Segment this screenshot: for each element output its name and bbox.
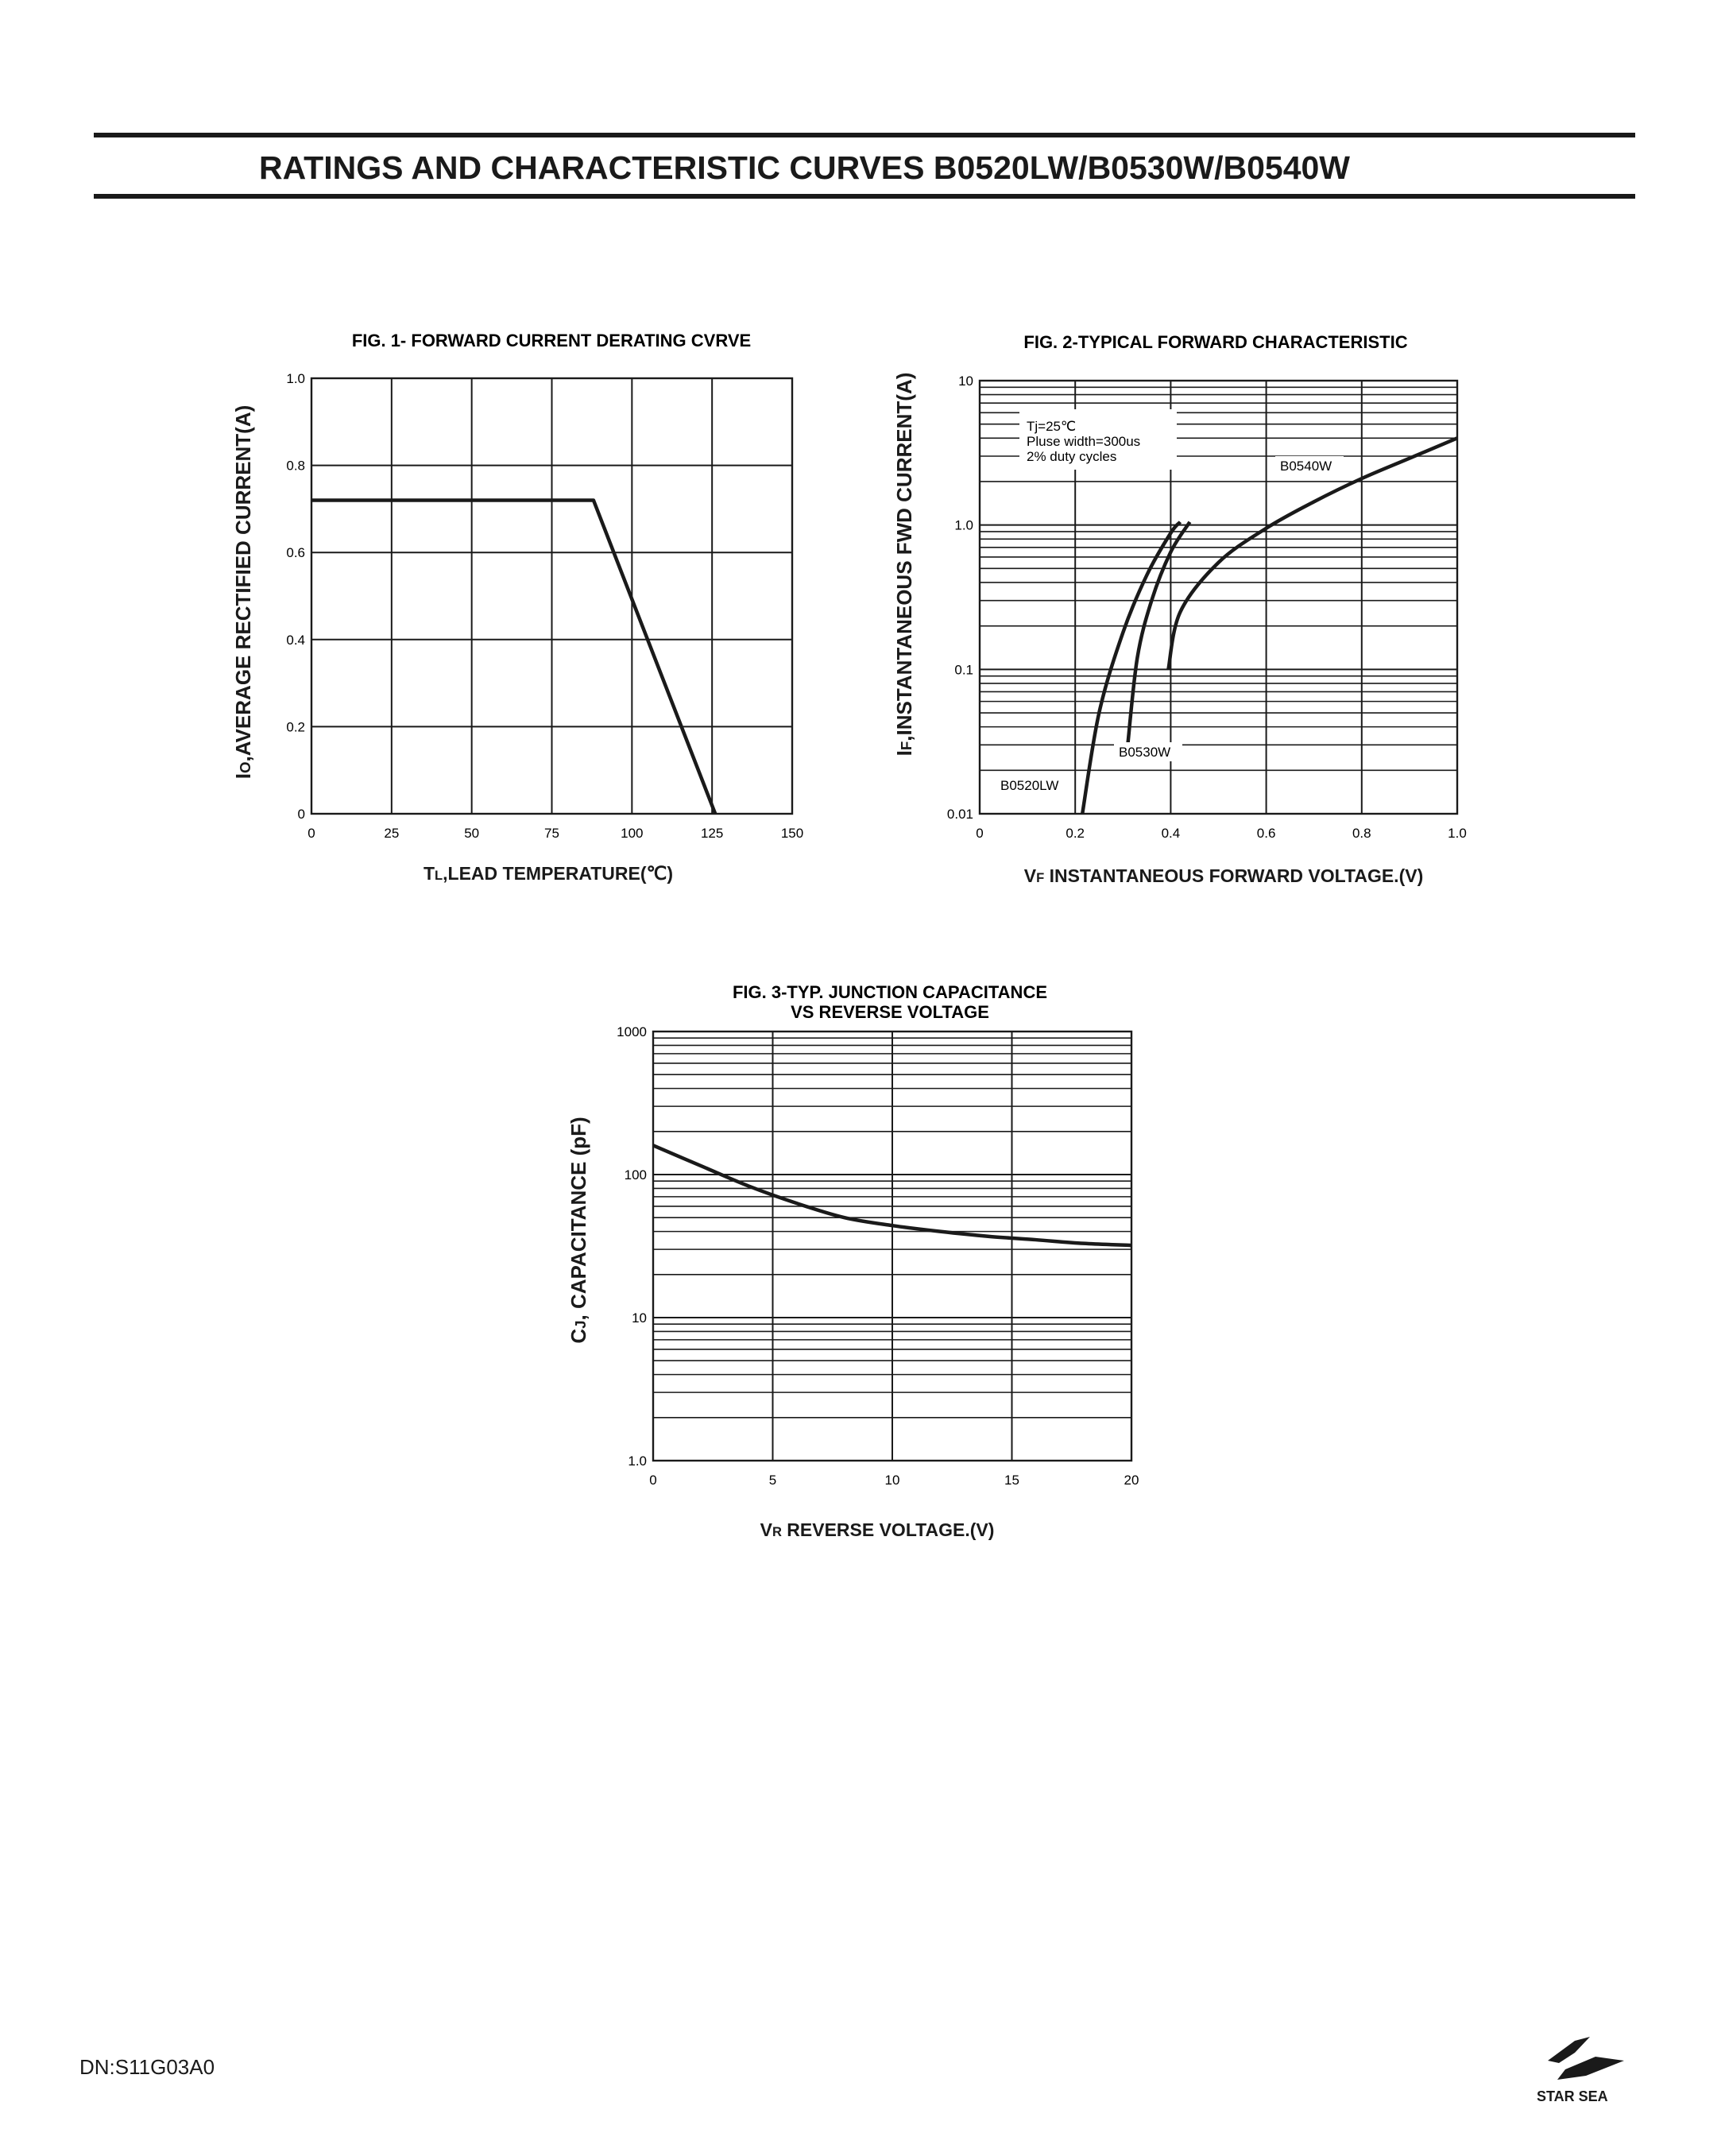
- star-sea-logo-upper-swoosh: [1548, 2037, 1590, 2063]
- x-tick-label: 0: [976, 826, 984, 841]
- document-number: DN:S11G03A0: [79, 2055, 215, 2079]
- x-axis-label-subscript: L: [435, 868, 443, 883]
- y-axis-label-main: C: [567, 1328, 590, 1344]
- y-tick-label: 0.2: [286, 719, 305, 735]
- x-axis-label-rest: INSTANTANEOUS FORWARD VOLTAGE.(V): [1044, 865, 1424, 886]
- x-axis-label-main: V: [760, 1519, 772, 1540]
- x-tick-label: 25: [384, 826, 400, 841]
- y-axis-label-rest: ,INSTANTANEOUS FWD CURRENT(A): [892, 372, 916, 741]
- y-tick-label: 0.1: [954, 662, 973, 678]
- x-tick-label: 0.6: [1256, 826, 1276, 841]
- x-axis-label-rest: ,LEAD TEMPERATURE(℃): [443, 863, 674, 884]
- condition-text: Pluse width=300us: [1027, 434, 1141, 449]
- x-tick-label: 150: [780, 826, 804, 841]
- y-tick-label: 0.4: [286, 632, 305, 648]
- y-tick-label: 1.0: [628, 1453, 647, 1469]
- x-tick-label: 20: [1124, 1473, 1139, 1488]
- x-tick-label: 15: [1004, 1473, 1019, 1488]
- y-tick-label: 10: [958, 374, 973, 389]
- chart-subtitle: VS REVERSE VOLTAGE: [791, 1002, 989, 1022]
- y-tick-label: 0.01: [946, 807, 973, 822]
- x-tick-label: 50: [464, 826, 480, 841]
- y-axis-label-rest: ,AVERAGE RECTIFIED CURRENT(A): [231, 404, 255, 762]
- chart-title: FIG. 3-TYP. JUNCTION CAPACITANCE: [732, 982, 1048, 1002]
- x-tick-label: 0.8: [1352, 826, 1371, 841]
- page-title: RATINGS AND CHARACTERISTIC CURVES B0520LW/B0530W/B0540W: [259, 149, 1350, 186]
- chart-title: FIG. 2-TYPICAL FORWARD CHARACTERISTIC: [1023, 332, 1408, 352]
- condition-text: Tj=25℃: [1027, 419, 1077, 434]
- y-tick-label: 1.0: [286, 371, 305, 386]
- y-tick-label: 1000: [617, 1024, 647, 1039]
- brand-name: STAR SEA: [1537, 2088, 1608, 2104]
- series-label-b0530w: B0530W: [1119, 745, 1171, 760]
- x-axis-label-subscript: F: [1036, 870, 1045, 885]
- x-tick-label: 0: [307, 826, 315, 841]
- series-label-b0520lw: B0520LW: [1000, 778, 1059, 793]
- y-axis-label-main: I: [892, 750, 916, 757]
- x-tick-label: 10: [884, 1473, 900, 1488]
- x-tick-label: 0: [649, 1473, 657, 1488]
- y-tick-label: 0: [297, 807, 305, 822]
- y-tick-label: 1.0: [954, 517, 973, 533]
- y-tick-label: 0.6: [286, 545, 305, 561]
- y-axis-label-subscript: F: [898, 741, 915, 751]
- condition-text: 2% duty cycles: [1027, 449, 1117, 464]
- x-tick-label: 5: [768, 1473, 777, 1488]
- x-tick-label: 1.0: [1448, 826, 1467, 841]
- y-axis-label-subscript: O: [237, 761, 253, 774]
- x-tick-label: 125: [700, 826, 724, 841]
- x-tick-label: 0.2: [1066, 826, 1085, 841]
- y-axis-label-rest: , CAPACITANCE (pF): [567, 1117, 590, 1321]
- x-axis-label-subscript: R: [772, 1524, 782, 1539]
- x-tick-label: 100: [621, 826, 644, 841]
- star-sea-logo-lower-swoosh: [1557, 2057, 1624, 2080]
- y-axis-label-main: I: [231, 773, 255, 780]
- x-axis-label-main: T: [423, 863, 435, 884]
- y-tick-label: 10: [632, 1310, 647, 1326]
- x-tick-label: 75: [544, 826, 559, 841]
- y-tick-label: 100: [624, 1167, 647, 1183]
- y-tick-label: 0.8: [286, 458, 305, 474]
- chart-title: FIG. 1- FORWARD CURRENT DERATING CVRVE: [351, 331, 752, 350]
- x-tick-label: 0.4: [1161, 826, 1181, 841]
- x-axis-label-rest: REVERSE VOLTAGE.(V): [781, 1519, 995, 1540]
- x-axis-label-main: V: [1023, 865, 1037, 886]
- series-label-b0540w: B0540W: [1280, 459, 1332, 474]
- y-axis-label-subscript: J: [572, 1320, 589, 1329]
